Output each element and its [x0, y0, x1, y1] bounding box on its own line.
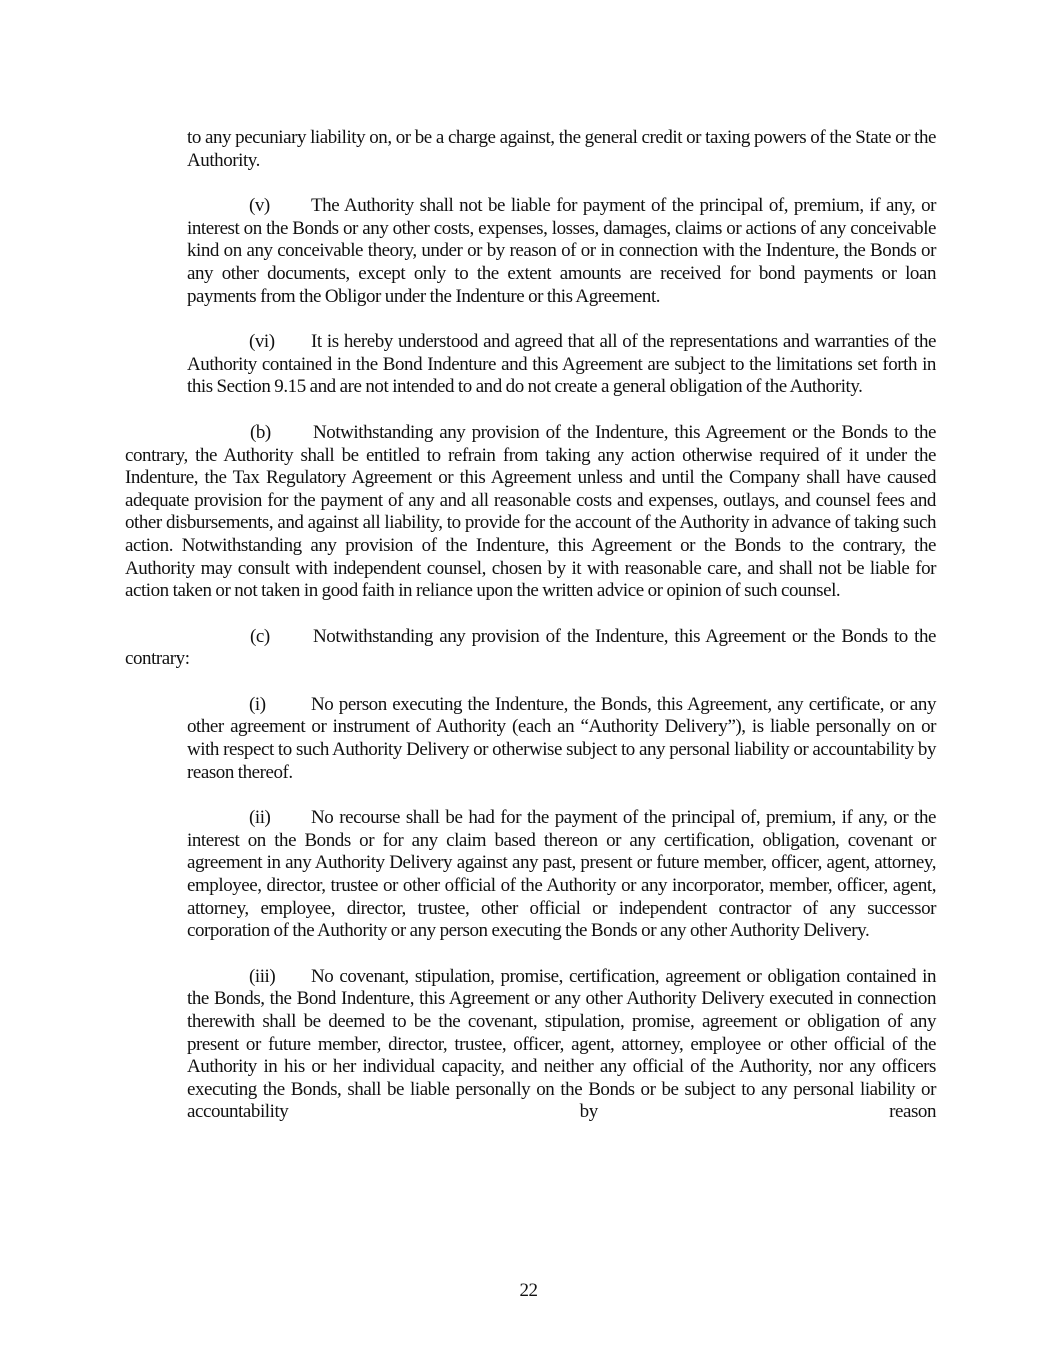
paragraph-text: No recourse shall be had for the payment of the principal of, premium, if any, or the interest on the Bonds or for any claim based thereon or any certification, obligation, covenant or agreement in any Authority Delivery against any past, present or future member, officer, agent, attorney, employee, director, trustee or other official of the Authority or any incorporator, member, officer, agent, attorney, employee, director, trustee, other official or independent contractor of any successor corporation of the Authority or any person executing the Bonds or any other Authority Delivery. — [187, 807, 936, 942]
paragraph-text: to any pecuniary liability on, or be a charge against, the general credit or taxing powers of the State or the Authority. — [187, 127, 936, 171]
document-body — [0, 127, 1057, 1147]
clause-marker: (c) — [250, 625, 270, 647]
paragraph-clause-v — [0, 195, 1057, 308]
paragraph-clause-c-iii — [0, 966, 1057, 1124]
page-number: 22 — [519, 1280, 538, 1301]
clause-marker: (i) — [249, 693, 266, 715]
paragraph-clause-c — [0, 626, 1057, 671]
paragraph-text: Notwithstanding any provision of the Indenture, this Agreement or the Bonds to the contrary, the Authority shall be entitled to refrain from taking any action otherwise required of it under the Indenture, the Tax Regulatory Agreement or this Agreement unless and until the Company shall have caused adequate provision for the payment of any and all reasonable costs and expenses, outlays, and counsel fees and other disbursements, and against all liability, to provide for the account of the Authority in advance of taking such action. Notwithstanding any provision of the Indenture, this Agreement or the Bonds to the contrary, the Authority may consult with independent counsel, chosen by it with reasonable care, and shall not be liable for action taken or not taken in good faith in reliance upon the written advice or opinion of such counsel. — [125, 421, 936, 602]
clause-marker: (b) — [250, 421, 271, 443]
paragraph-clause-vi — [0, 331, 1057, 399]
clause-marker: (iii) — [249, 965, 276, 987]
paragraph-text: The Authority shall not be liable for payment of the principal of, premium, if any, or interest on the Bonds or any other costs, expenses, losses, damages, claims or actions of any conceivable kind on any conceivable theory, under or by reason of or in connection with the Indenture, the Bonds or any other documents, except only to the extent amounts are received for bond payments or loan payments from the Obligor under the Indenture or this Agreement. — [187, 195, 936, 307]
paragraph-pecuniary-continuation — [0, 127, 1057, 172]
clause-marker: (vi) — [249, 331, 275, 353]
paragraph-clause-b — [0, 422, 1057, 603]
paragraph-text: No covenant, stipulation, promise, certification, agreement or obligation contained in the Bonds, the Bond Indenture, this Agreement or any other Authority Delivery executed in connection therewith shall be deemed to be the covenant, stipulation, promise, agreement or obligation of any present or future member, director, trustee, officer, agent, attorney, employee or other official of the Authority in his or her individual capacity, and neither any official of the Authority, nor any officers executing the Bonds, shall be liable personally on the Bonds or be subject to any personal liability or accountability by reason — [187, 965, 936, 1123]
paragraph-clause-c-i — [0, 694, 1057, 784]
paragraph-text: No person executing the Indenture, the Bonds, this Agreement, any certificate, or any other agreement or instrument of Authority (each an “Authority Delivery”), is liable personally on or with respect to such Authority Delivery or otherwise subject to any personal liability or accountability by reason thereof. — [187, 693, 936, 783]
paragraph-clause-c-ii — [0, 807, 1057, 943]
paragraph-text: It is hereby understood and agreed that all of the representations and warranties of the Authority contained in the Bond Indenture and this Agreement are subject to the limitations set forth in this Section 9.15 and are not intended to and do not create a general obligation of the Authority. — [187, 331, 936, 398]
clause-marker: (v) — [249, 195, 270, 217]
clause-marker: (ii) — [249, 807, 271, 829]
paragraph-text: Notwithstanding any provision of the Indenture, this Agreement or the Bonds to the contrary: — [125, 625, 936, 670]
